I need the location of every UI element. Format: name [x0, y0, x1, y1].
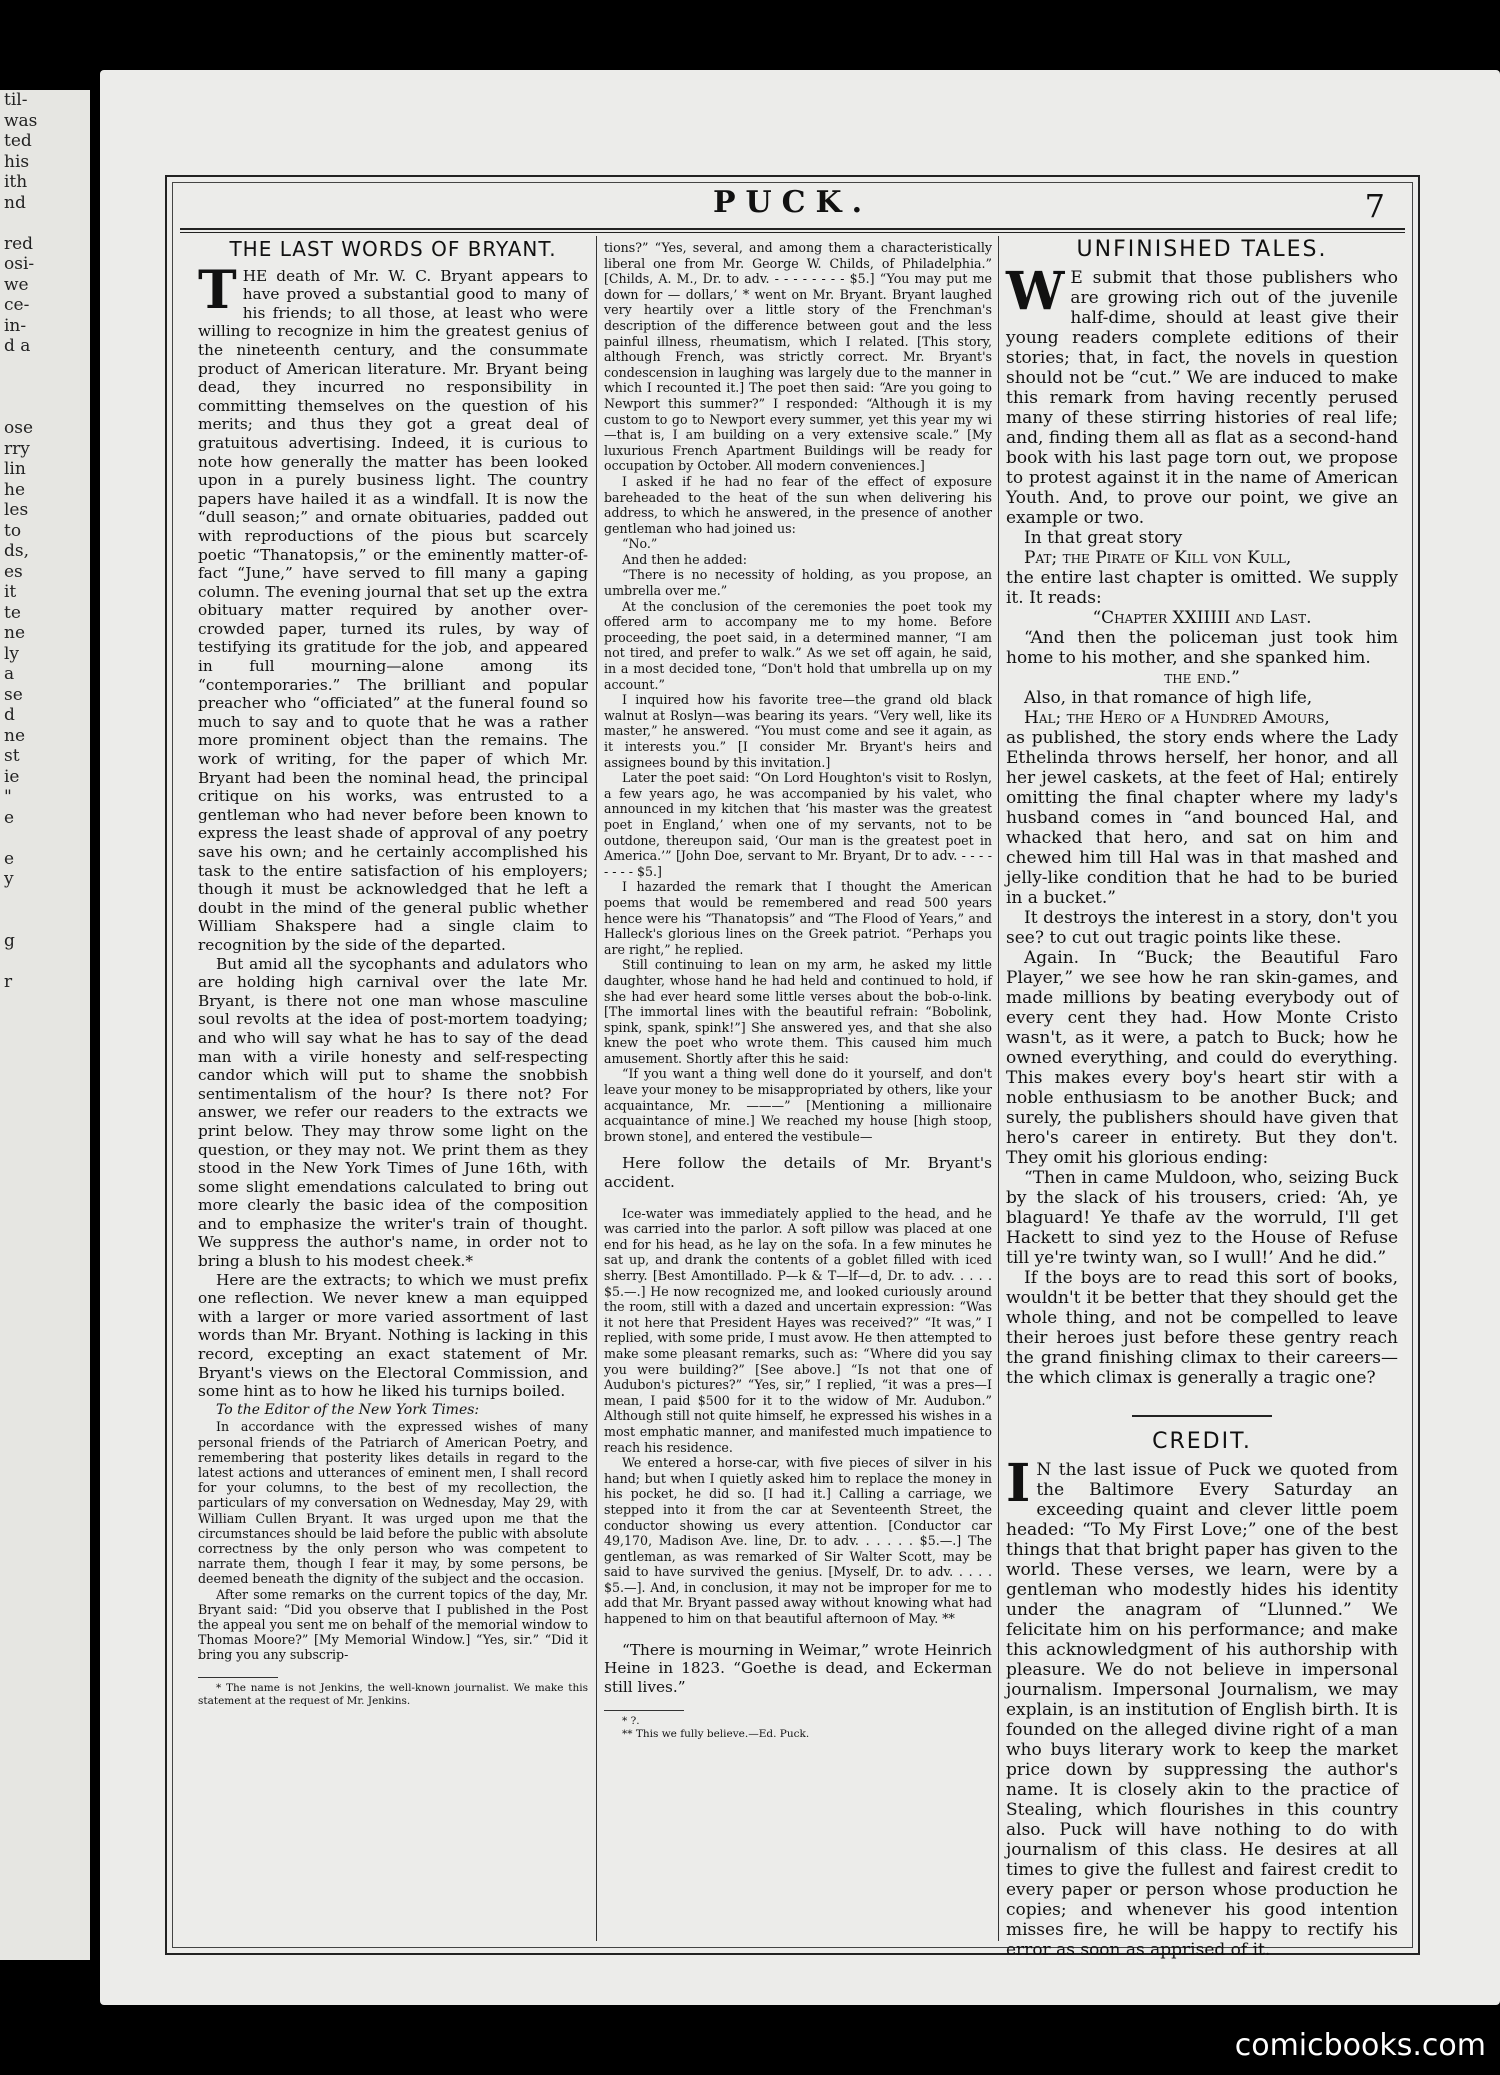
letter-paragraph: I inquired how his favorite tree—the grand old black walnut at Roslyn—was bearing its years. “Very well, like its master,” he answered. “You must come and see it again, as it interests you.” [I consider Mr. Bryant's heirs and assignees bound by this invitation.] — [604, 692, 992, 770]
article-paragraph: In that great story — [1024, 528, 1183, 548]
adjacent-page-fragment: his — [4, 151, 30, 172]
adjacent-page-fragment: ose — [4, 418, 34, 438]
story-title: Pat; the Pirate of Kill von Kull, — [1024, 548, 1292, 568]
article-paragraph: But amid all the sycophants and adulators who are holding high carnival over the late Mr. Bryant, is there not one man whose masculine soul revolts at the idea of post-mortem toadying; and who will say what he has to say of the dead man with a virile honesty and self-respecting candor which will put to shame the snobbish sentimentalism of the hour? Is there not? For answer, we refer our readers to the extracts we print below. They may throw some light on the question, or they may not. We print them as they stood in the New York Times of June 16th, with some slight emendations calculated to bring out more clearly the basic idea of the composition and to emphasize the writer's train of thought. We suppress the author's name, in order not to bring a blush to his modest cheek.* — [198, 954, 588, 1271]
adjacent-page-fragment: in- — [4, 315, 27, 336]
adjacent-page-fragment: he — [4, 479, 26, 500]
adjacent-page-fragment: ted — [4, 131, 32, 151]
adjacent-page-fragment: til- — [4, 90, 28, 110]
article-paragraph: “And then the policeman just took him home to his mother, and she spanked him. — [1006, 628, 1398, 668]
adjacent-page-fragment — [0, 213, 90, 234]
section-divider — [1006, 1402, 1398, 1422]
letter-paragraph: tions?” “Yes, several, and among them a characteristically liberal one from Mr. George W. Childs, of Philadelphia.” [Childs, A. M., Dr. to adv. - - - - - - - - $5.] “You may put me down for — dollars,’ * went on Mr. Bryant. Bryant laughed very heartily over a little story of the Frenchman's description of the difference between gout and the less painful illness, rheumatism, which I related. [This story, although French, was strictly correct. Mr. Bryant's condescension in laughing was largely due to the manner in which I recounted it.] The poet then said: “Are you going to Newport this summer?” I responded: “Although it is my custom to go to Newport every summer, yet this year my wi—that is, I am building on a very extensive scale.” [My luxurious French Apartment Buildings will be ready for occupation by October. All modern conveniences.] — [604, 240, 992, 474]
adjacent-page-fragment — [0, 910, 90, 931]
page-number: 7 — [1364, 187, 1385, 225]
footnote: * ?. — [622, 1715, 640, 1728]
adjacent-page-fragment — [0, 890, 90, 911]
adjacent-page-fragment: to — [4, 520, 22, 541]
adjacent-page-fragment: e — [4, 807, 15, 828]
adjacent-page-fragment: a — [4, 664, 15, 684]
adjacent-page-fragment: ce- — [4, 295, 30, 315]
adjacent-page-fragment — [0, 951, 90, 972]
adjacent-page-fragment: ne — [4, 623, 26, 643]
masthead-title: PUCK. — [712, 185, 873, 220]
adjacent-page-fragment: r — [4, 971, 13, 992]
adjacent-page-fragment: was — [4, 110, 38, 131]
watermark-text: comicbooks.com — [1234, 2028, 1486, 2063]
adjacent-page-fragment: ds, — [4, 541, 30, 561]
closing-quote: “There is mourning in Weimar,” wrote Heinrich Heine in 1823. “Goethe is dead, and Eckerman still lives.” — [604, 1640, 992, 1696]
letter-paragraph: After some remarks on the current topics of the day, Mr. Bryant said: “Did you observe that I published in the Post the appeal you sent me on behalf of the memorial window to Thomas Moore?” [My Memorial Window.] “Yes, sir.” “Did it bring you any subscrip- — [198, 1586, 588, 1663]
masthead — [180, 185, 1405, 225]
adjacent-page-fragment: d a — [4, 336, 31, 356]
dropcap-i: I — [1006, 1453, 1031, 1514]
article-paragraph: HE death of Mr. W. C. Bryant appears to have proved a substantial good to many of his friends; to all those, at least who were willing to recognize in him the greatest genius of the nineteenth century, and the consummate product of American literature. Mr. Bryant being dead, they incurred no responsibility in committing themselves on the question of his merits; and thus they got a great deal of gratuitous advertising. Indeed, it is curious to note how generally the matter has been looked upon in a purely business light. The country papers have hailed it as a windfall. It is now the “dull season;” and ornate obituaries, padded out with reproductions of the pious but scarcely poetic “Thanatopsis,” or the eminently matter-of-fact “June,” have served to fill many a gaping column. The evening journal that set up the extra obituary matter required by another over-crowded paper, turned its rules, by way of testifying its gratitude for the job, and appeared in full mourning—alone among its “contemporaries.” The brilliant and popular preacher who “officiated” at the funeral found so much to say and to quote that he was a rather more prominent object than the remains. The work of writing, for the paper of which Mr. Bryant had been the nominal head, the principal critique on his works, was entrusted to a gentleman who had never before been known to express the least shade of approval of any poetry save his own; and he certainly accomplished his task to the entire satisfaction of his employers; though it must be acknowledged that he left a doubt in the mind of the general public whether William Shakspere had a single claim to recognition by the side of the departed. — [198, 266, 588, 954]
adjacent-page-fragment: it — [4, 582, 17, 602]
letter-paragraph: I asked if he had no fear of the effect of exposure bareheaded to the heat of the sun when delivering his address, to which he answered, in the presence of another gentleman who had joined us: — [604, 473, 992, 536]
article-paragraph: Again. In “Buck; the Beautiful Faro Player,” we see how he ran skin-games, and made millions by beating everybody out of every cent they had. How Monte Cristo wasn't, as it were, a patch to Buck; how he owned everything, and could do everything. This makes every boy's heart stir with a noble enthusiasm to be another Buck; and surely, the publishers should have given that hero's career in entirety. But they don't. They omit his glorious ending: — [1006, 948, 1398, 1168]
dropcap-w: W — [1006, 261, 1065, 322]
adjacent-page-fragment: red — [4, 233, 34, 254]
adjacent-page-fragment: se — [4, 684, 23, 705]
adjacent-page-fragment: ith — [4, 172, 28, 192]
article-paragraph: N the last issue of Puck we quoted from the Baltimore Every Saturday an exceeding quaint and clever little poem headed: “To My First Love;” one of the best things that that bright paper has given to the world. These verses, we learn, were by a gentleman who modestly hides his identity under the anagram of “Llunned.” We felicitate him on his performance; and make this acknowledgment of his authorship with pleasure. We do not believe in impersonal journalism. Impersonal Journalism, we may explain, is an institution of English birth. It is founded on the alleged divine right of a man who buys literary work to keep the market price down by suppressing the author's name. It is closely akin to the practice of Stealing, which flourishes in this country also. Puck will have nothing to do with journalism of this class. He desires at all times to give the fullest and fairest credit to every paper or person whose production he copies; and whenever his good intention misses fire, he will be happy to rectify his error as soon as apprised of it. — [1006, 1460, 1398, 1960]
letter-paragraph: And then he added: — [622, 551, 747, 567]
adjacent-page-strip — [0, 90, 90, 1960]
interlude-text: Here follow the details of Mr. Bryant's accident. — [604, 1154, 992, 1192]
letter-heading: To the Editor of the New York Times: — [216, 1401, 480, 1418]
article-paragraph: It destroys the interest in a story, don't you see? to cut out tragic points like these. — [1006, 908, 1398, 948]
article-heading-credit: CREDIT. — [1152, 1429, 1252, 1454]
adjacent-page-fragment — [0, 377, 90, 398]
column-divider-2 — [998, 236, 999, 1941]
letter-paragraph: Still continuing to lean on my arm, he asked my little daughter, whose hand he had held and continued to hold, if she had ever heard some little verses about the bob-o-link. [The immortal lines with the beautiful refrain: “Bobolink, spink, spank, spink!”] She answered yes, and that she also knew the poet who wrote them. This caused him much amusement. Shortly after this he said: — [604, 957, 992, 1066]
column-1 — [198, 237, 588, 1880]
article-paragraph: Also, in that romance of high life, — [1024, 688, 1313, 708]
adjacent-page-fragment: ly — [4, 643, 20, 664]
column-3 — [1006, 237, 1398, 1960]
dropcap-t: T — [198, 259, 237, 321]
adjacent-page-fragment: lin — [4, 459, 26, 479]
masthead-rule-thin — [180, 232, 1405, 233]
adjacent-page-fragment: y — [4, 869, 14, 889]
adjacent-page-fragment: st — [4, 746, 20, 766]
letter-paragraph: I hazarded the remark that I thought the American poems that would be remembered and read 500 years hence were his “Thanatopsis” and “The Flood of Years,” and Halleck's glorious lines on the Greek patriot. “Perhaps you are right,” he replied. — [604, 879, 992, 957]
letter-paragraph: “If you want a thing well done do it yourself, and don't leave your money to be misappropriated by others, like your acquaintance, Mr. ———” [Mentioning a millionaire acquaintance of mine.] We reached my house [high stoop, brown stone], and entered the vestibule— — [604, 1066, 992, 1144]
letter-paragraph: At the conclusion of the ceremonies the poet took my offered arm to accompany me to my home. Before proceeding, the poet said, in a determined manner, “I am not tired, and prefer to walk.” As we set off again, he said, in a most decided tone, “Don't hold that umbrella up on my account.” — [604, 598, 992, 692]
footnote-rule — [198, 1677, 278, 1678]
story-title: Hal; the Hero of a Hundred Amours, — [1024, 708, 1330, 728]
adjacent-page-fragment: ne — [4, 725, 26, 746]
adjacent-page-fragment: rry — [4, 438, 30, 459]
chapter-heading: “Chapter XXIIIII and Last. — [1092, 608, 1312, 628]
column-2 — [604, 240, 992, 1860]
footnote: ** This we fully believe.—Ed. Puck. — [622, 1728, 810, 1741]
adjacent-page-fragment: we — [4, 274, 29, 295]
adjacent-page-fragment — [0, 398, 90, 419]
article-paragraph: the entire last chapter is omitted. We supply it. It reads: — [1006, 568, 1398, 608]
adjacent-page-fragment: ie — [4, 766, 20, 787]
adjacent-page-fragment: es — [4, 561, 23, 582]
article-heading-bryant: THE LAST WORDS OF BRYANT. — [229, 237, 557, 261]
article-paragraph: “Then in came Muldoon, who, seizing Buck by the slack of his trousers, cried: ‘Ah, ye blaguard! Ye thafe av the worruld, I'll get Hackett to sind yez to the House of Refuse till ye're twinty wan, so I wull!’ And he did.” — [1006, 1168, 1398, 1268]
article-heading-unfinished-tales: UNFINISHED TALES. — [1076, 237, 1328, 262]
adjacent-page-fragment: " — [4, 787, 12, 807]
adjacent-page-fragment: e — [4, 848, 15, 869]
footnote: * The name is not Jenkins, the well-known journalist. We make this statement at the request of Mr. Jenkins. — [198, 1681, 588, 1707]
adjacent-page-fragment: nd — [4, 192, 26, 213]
the-end-label: the end.” — [1164, 668, 1240, 688]
article-paragraph: E submit that those publishers who are growing rich out of the juvenile half-dime, should at least give their young readers complete editions of their stories; that, in fact, the novels in question should not be “cut.” We are induced to make this remark from having recently perused many of these stirring histories of real life; and, finding them all as flat as a second-hand book with his last page torn out, we propose to protest against it in the name of American Youth. And, to prove our point, we give an example or two. — [1006, 268, 1398, 528]
letter-paragraph: “There is no necessity of holding, as you propose, an umbrella over me.” — [604, 567, 992, 599]
adjacent-page-fragment — [0, 828, 90, 849]
letter-paragraph: “No.” — [622, 536, 658, 552]
article-paragraph: If the boys are to read this sort of books, wouldn't it be better that they should get the whole thing, and not be compelled to leave their heroes just before these gentry reach the grand finishing climax to their careers—the which climax is generally a tragic one? — [1006, 1268, 1398, 1388]
adjacent-page-fragment: te — [4, 602, 21, 623]
letter-paragraph: In accordance with the expressed wishes of many personal friends of the Patriarch of American Poetry, and remembering that posterity likes details in regard to the latest actions and utterances of eminent men, I shall record for your columns, to the best of my recollection, the particulars of my conversation on Wednesday, May 29, with William Cullen Bryant. It was urged upon me that the circumstances should be laid before the public with absolute correctness by the only person who was competent to narrate them, though I fear it may, by some persons, be deemed beneath the dignity of the subject and the occasion. — [198, 1419, 588, 1587]
adjacent-page-fragment: osi- — [4, 254, 35, 274]
adjacent-page-fragment: d — [4, 705, 15, 725]
letter-paragraph: Ice-water was immediately applied to the head, and he was carried into the parlor. A soft pillow was placed at one end for his head, as he lay on the sofa. In a few minutes he sat up, and drank the contents of a goblet filled with iced sherry. [Best Amontillado. P—k & T—lf—d, Dr. to adv. . . . . $5.—.] He now recognized me, and looked curiously around the room, still with a dazed and uncertain expression: “Was it not here that President Hayes was received?” “It was,” I replied, with some pride, I must avow. He then attempted to make some pleasant remarks, such as: “Where did you say you were building?” [See above.] “Is not that one of Audubon's pictures?” “Yes, sir,” I replied, “it was a pres—I mean, I paid $500 for it to the widow of Mr. Audubon.” Although still not quite himself, he expressed his wishes in a most emphatic manner, and manifested much impatience to reach his residence. — [604, 1205, 992, 1455]
adjacent-page-fragment: les — [4, 500, 29, 520]
article-paragraph: Here are the extracts; to which we must prefix one reflection. We never knew a man equipped with a larger or more varied assortment of last words than Mr. Bryant. Nothing is lacking in this record, excepting an exact statement of Mr. Bryant's views on the Electoral Commission, and some hint as to how he liked his turnips boiled. — [198, 1270, 588, 1401]
letter-paragraph: Later the poet said: “On Lord Houghton's visit to Roslyn, a few years ago, he was accompanied by his valet, who announced in my kitchen that ‘his master was the greatest poet in England,’ when one of my servants, not to be outdone, thereupon said, ‘Our man is the greatest poet in America.’” [John Doe, servant to Mr. Bryant, Dr to adv. - - - - - - - - $5.] — [604, 770, 992, 879]
adjacent-page-text — [0, 90, 90, 992]
adjacent-page-fragment — [0, 357, 90, 378]
masthead-rule — [180, 228, 1405, 230]
footnote-rule — [604, 1710, 684, 1711]
adjacent-page-fragment: g — [4, 930, 15, 951]
letter-paragraph: We entered a horse-car, with five pieces of silver in his hand; but when I quietly asked him to replace the money in his pocket, he did so. [I had it.] Calling a carriage, we stepped into it from the car at Seventeenth Street, the conductor showing us every attention. [Conductor car 49,170, Madison Ave. line, Dr. to adv. . . . . . $5.—.] The gentleman, as was remarked of Sir Walter Scott, may be said to have survived the genius. [Myself, Dr. to adv. . . . . $5.—]. And, in conclusion, it may not be improper for me to add that Mr. Bryant passed away without knowing what had happened to him on that beautiful afternoon of May. ** — [604, 1455, 992, 1627]
article-paragraph: as published, the story ends where the Lady Ethelinda throws herself, her honor, and all her jewel caskets, at the feet of Hal; entirely omitting the final chapter where my lady's husband comes in “and bounced Hal, and whacked that hero, and sat on him and chewed him till Hal was in that mashed and jelly-like condition that he had to be buried in a bucket.” — [1006, 728, 1398, 908]
column-divider-1 — [596, 236, 597, 1941]
